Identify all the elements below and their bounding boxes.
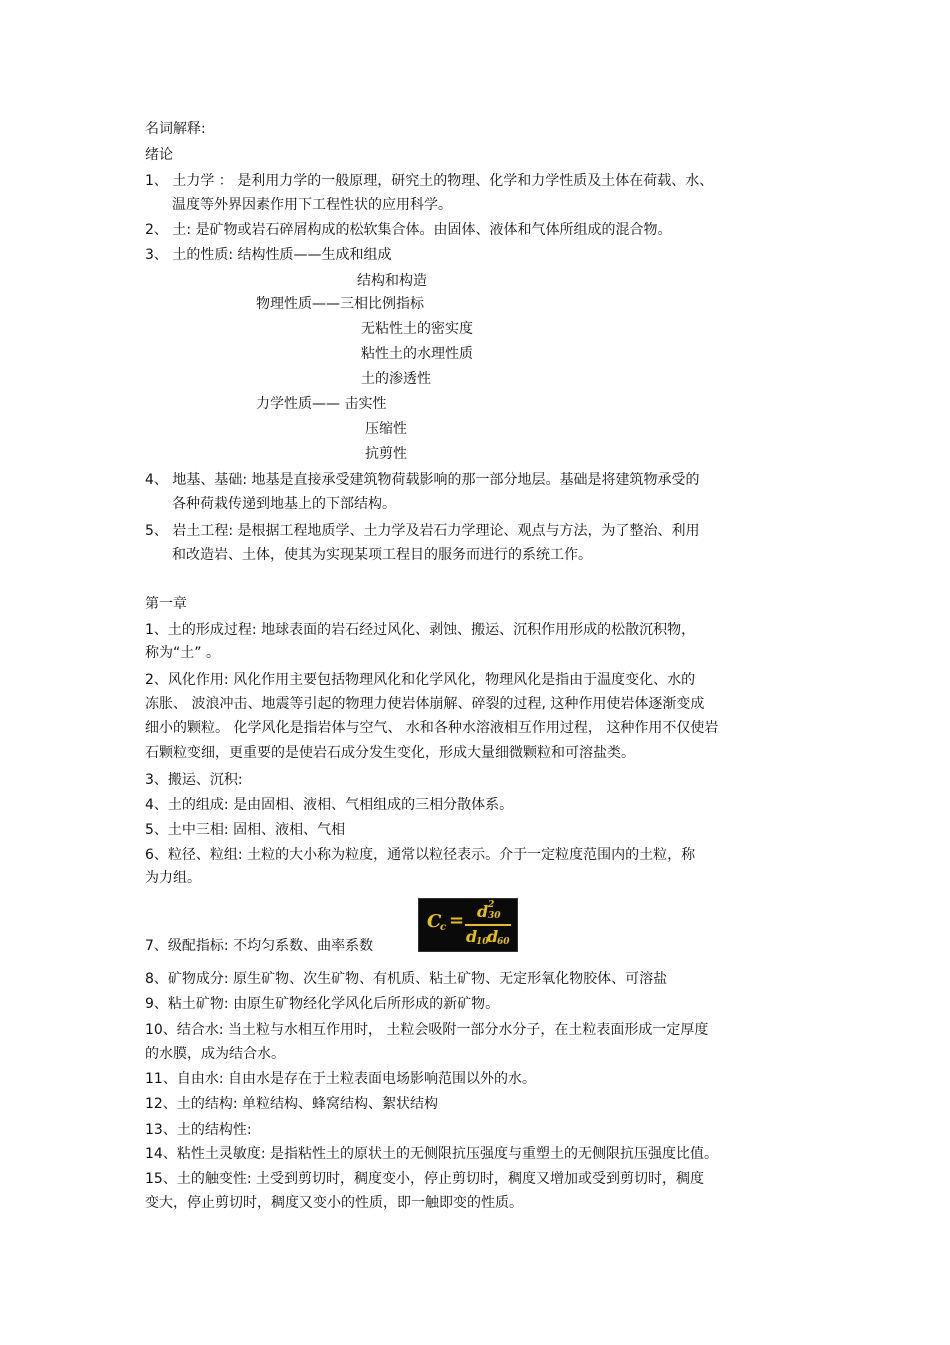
- text-line: 各种荷栽传递到地基上的下部结构。: [172, 496, 396, 512]
- text-line: 6、粒径、粒组: 土粒的大小称为粒度，通常以粒径表示。介于一定粒度范围内的土粒，称: [145, 847, 696, 863]
- text-line: 1、 土力学 ： 是利用力学的一般原理，研究土的物理、化学和力学性质及土体在荷载、水、: [145, 173, 714, 189]
- formula-equals: =: [449, 910, 465, 931]
- formula-denominator-2: d: [487, 927, 499, 946]
- text-line: 物理性质——三相比例指标: [256, 296, 424, 312]
- formula-lhs-sub: c: [440, 922, 447, 933]
- text-line: 10、结合水: 当土粒与水相互作用时， 土粒会吸附一部分水分子，在土粒表面形成一定厚度: [145, 1022, 709, 1038]
- text-line: 15、土的触变性: 土受到剪切时，稠度变小，停止剪切时，稠度又增加或受到剪切时，稠度: [145, 1171, 704, 1187]
- formula-denominator-2-sub: 60: [497, 937, 510, 947]
- text-line: 的水膜，成为结合水。: [145, 1046, 285, 1062]
- text-line: 力学性质—— 击实性: [256, 396, 387, 412]
- text-line: 4、 地基、基础: 地基是直接承受建筑物荷载影响的那一部分地层。基础是将建筑物承受的: [145, 472, 700, 488]
- text-line: 细小的颗粒。 化学风化是指岩体与空气、 水和各种水溶液相互作用过程， 这种作用不仅使岩: [145, 720, 719, 736]
- formula-numerator-sup: 2: [488, 900, 495, 910]
- text-line: 和改造岩、土体，使其为实现某项工程目的服务而进行的系统工作。: [172, 547, 592, 563]
- text-line: 9、粘土矿物: 由原生矿物经化学风化后所形成的新矿物。: [145, 996, 500, 1012]
- text-line: 结构和构造: [357, 273, 427, 289]
- text-line: 11、自由水: 自由水是存在于土粒表面电场影响范围以外的水。: [145, 1071, 536, 1087]
- text-line: 14、粘性土灵敏度: 是指粘性土的原状土的无侧限抗压强度与重塑土的无侧限抗压强度比值。: [145, 1146, 718, 1162]
- text-line: 冻胀、 波浪冲击、地震等引起的物理力使岩体崩解、碎裂的过程, 这种作用使岩体逐渐变成: [145, 696, 705, 712]
- formula-denominator-1-sub: 10: [476, 937, 489, 947]
- formula-denominator-1: d: [466, 927, 478, 946]
- text-line: 为力组。: [145, 870, 201, 886]
- curvature-coefficient-formula: [418, 898, 518, 952]
- text-line: 变大，停止剪切时，稠度又变小的性质，即一触即变的性质。: [145, 1195, 523, 1211]
- text-line: 13、土的结构性:: [145, 1122, 252, 1138]
- text-line: 2、 土: 是矿物或岩石碎屑构成的松软集合体。由固体、液体和气体所组成的混合物。: [145, 222, 672, 238]
- formula-numerator-sub: 30: [488, 911, 501, 921]
- text-line: 4、土的组成: 是由固相、液相、气相组成的三相分散体系。: [145, 797, 514, 813]
- text-line: 7、级配指标: 不均匀系数、曲率系数: [145, 938, 374, 954]
- text-line: 压缩性: [365, 421, 407, 437]
- text-line: 第一章: [145, 596, 187, 612]
- text-line: 粘性土的水理性质: [361, 346, 473, 362]
- text-line: 石颗粒变细，更重要的是使岩石成分发生变化，形成大量细微颗粒和可溶盐类。: [145, 745, 635, 761]
- text-line: 称为“土” 。: [145, 645, 220, 661]
- text-line: 名词解释:: [145, 121, 206, 137]
- formula-numerator: d: [477, 902, 489, 921]
- text-line: 3、搬运、沉积:: [145, 772, 243, 788]
- text-line: 1、土的形成过程: 地球表面的岩石经过风化、剥蚀、搬运、沉积作用形成的松散沉积物，: [145, 622, 696, 638]
- formula-fraction-bar: [465, 924, 511, 926]
- text-line: 5、 岩土工程: 是根据工程地质学、土力学及岩石力学理论、观点与方法，为了整治、利用: [145, 523, 700, 539]
- text-line: 12、土的结构: 单粒结构、蜂窝结构、絮状结构: [145, 1096, 438, 1112]
- text-line: 8、矿物成分: 原生矿物、次生矿物、有机质、粘土矿物、无定形氧化物胶体、可溶盐: [145, 971, 668, 987]
- text-line: 5、土中三相: 固相、液相、气相: [145, 822, 346, 838]
- text-line: 3、 土的性质: 结构性质——生成和组成: [145, 247, 392, 263]
- text-line: 温度等外界因素作用下工程性状的应用科学。: [172, 197, 452, 213]
- text-line: 绪论: [145, 147, 173, 163]
- text-line: 2、风化作用: 风化作用主要包括物理风化和化学风化，物理风化是指由于温度变化、水的: [145, 672, 696, 688]
- formula-lhs: C: [427, 911, 442, 932]
- text-line: 土的渗透性: [361, 371, 431, 387]
- text-line: 抗剪性: [365, 446, 407, 462]
- text-line: 无粘性土的密实度: [361, 321, 473, 337]
